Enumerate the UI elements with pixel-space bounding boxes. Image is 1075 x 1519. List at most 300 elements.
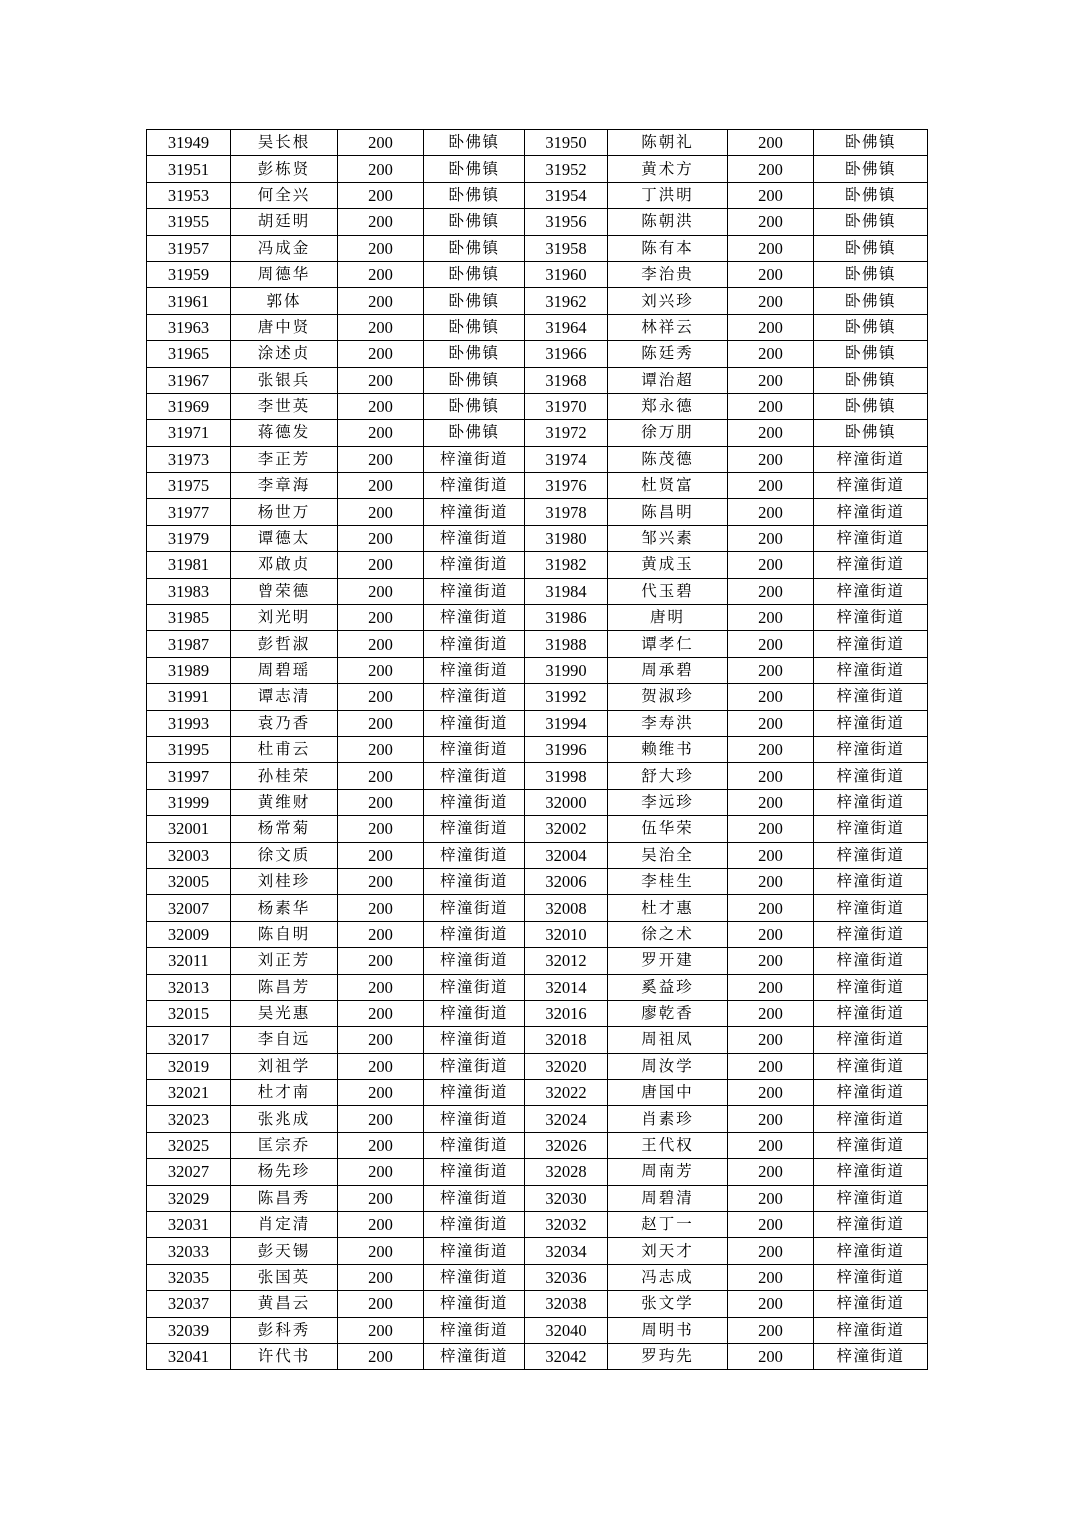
place-cell: 卧佛镇	[814, 288, 928, 314]
place-cell: 梓潼街道	[814, 1317, 928, 1343]
place-cell: 梓潼街道	[814, 1159, 928, 1185]
record-id-cell: 32007	[147, 895, 231, 921]
amount-cell: 200	[338, 736, 424, 762]
name-cell: 陈昌秀	[231, 1185, 338, 1211]
table-row	[147, 974, 928, 1000]
record-id-cell: 32031	[147, 1212, 231, 1238]
record-id-cell: 32010	[525, 921, 608, 947]
place-cell: 梓潼街道	[814, 974, 928, 1000]
name-cell: 刘正芳	[231, 948, 338, 974]
table-row	[147, 578, 928, 604]
table-row	[147, 156, 928, 182]
table-row	[147, 1343, 928, 1369]
amount-cell: 200	[338, 921, 424, 947]
record-id-cell: 31984	[525, 578, 608, 604]
place-cell: 梓潼街道	[814, 763, 928, 789]
record-id-cell: 32025	[147, 1132, 231, 1158]
table-row	[147, 1238, 928, 1264]
place-cell: 卧佛镇	[814, 235, 928, 261]
record-id-cell: 31976	[525, 473, 608, 499]
place-cell: 梓潼街道	[424, 446, 525, 472]
record-id-cell: 31951	[147, 156, 231, 182]
amount-cell: 200	[728, 868, 814, 894]
record-id-cell: 31994	[525, 710, 608, 736]
amount-cell: 200	[338, 341, 424, 367]
table-row	[147, 446, 928, 472]
name-cell: 郭体	[231, 288, 338, 314]
record-id-cell: 31956	[525, 209, 608, 235]
place-cell: 梓潼街道	[424, 710, 525, 736]
amount-cell: 200	[338, 1027, 424, 1053]
name-cell: 周汝学	[608, 1053, 728, 1079]
place-cell: 梓潼街道	[424, 763, 525, 789]
name-cell: 谭治超	[608, 367, 728, 393]
place-cell: 梓潼街道	[814, 710, 928, 736]
name-cell: 唐国中	[608, 1080, 728, 1106]
amount-cell: 200	[728, 525, 814, 551]
record-id-cell: 32042	[525, 1343, 608, 1369]
name-cell: 杜才南	[231, 1080, 338, 1106]
amount-cell: 200	[728, 1343, 814, 1369]
name-cell: 肖定清	[231, 1212, 338, 1238]
name-cell: 曾荣德	[231, 578, 338, 604]
amount-cell: 200	[728, 1317, 814, 1343]
table-row	[147, 948, 928, 974]
record-id-cell: 32029	[147, 1185, 231, 1211]
place-cell: 梓潼街道	[814, 1264, 928, 1290]
name-cell: 周明书	[608, 1317, 728, 1343]
place-cell: 卧佛镇	[814, 314, 928, 340]
record-id-cell: 32022	[525, 1080, 608, 1106]
amount-cell: 200	[338, 1106, 424, 1132]
place-cell: 梓潼街道	[424, 1106, 525, 1132]
name-cell: 谭德太	[231, 525, 338, 551]
record-id-cell: 32017	[147, 1027, 231, 1053]
name-cell: 匡宗乔	[231, 1132, 338, 1158]
place-cell: 梓潼街道	[424, 552, 525, 578]
record-id-cell: 31961	[147, 288, 231, 314]
amount-cell: 200	[338, 209, 424, 235]
amount-cell: 200	[338, 842, 424, 868]
name-cell: 李章海	[231, 473, 338, 499]
name-cell: 张国英	[231, 1264, 338, 1290]
amount-cell: 200	[338, 473, 424, 499]
name-cell: 徐之术	[608, 921, 728, 947]
amount-cell: 200	[728, 1053, 814, 1079]
table-row	[147, 367, 928, 393]
amount-cell: 200	[728, 261, 814, 287]
amount-cell: 200	[338, 868, 424, 894]
amount-cell: 200	[338, 552, 424, 578]
record-id-cell: 32036	[525, 1264, 608, 1290]
table-row	[147, 1291, 928, 1317]
record-id-cell: 31997	[147, 763, 231, 789]
name-cell: 李世英	[231, 393, 338, 419]
name-cell: 周德华	[231, 261, 338, 287]
table-row	[147, 710, 928, 736]
record-id-cell: 31981	[147, 552, 231, 578]
record-id-cell: 31990	[525, 657, 608, 683]
table-row	[147, 684, 928, 710]
place-cell: 梓潼街道	[424, 1080, 525, 1106]
table-row	[147, 1317, 928, 1343]
amount-cell: 200	[728, 1159, 814, 1185]
record-id-cell: 31979	[147, 525, 231, 551]
place-cell: 梓潼街道	[814, 578, 928, 604]
place-cell: 梓潼街道	[424, 1343, 525, 1369]
amount-cell: 200	[338, 578, 424, 604]
amount-cell: 200	[728, 1106, 814, 1132]
name-cell: 周承碧	[608, 657, 728, 683]
name-cell: 唐中贤	[231, 314, 338, 340]
amount-cell: 200	[338, 182, 424, 208]
name-cell: 黄维财	[231, 789, 338, 815]
place-cell: 卧佛镇	[424, 420, 525, 446]
record-id-cell: 31996	[525, 736, 608, 762]
amount-cell: 200	[338, 895, 424, 921]
place-cell: 梓潼街道	[424, 684, 525, 710]
place-cell: 梓潼街道	[424, 895, 525, 921]
amount-cell: 200	[728, 1185, 814, 1211]
place-cell: 梓潼街道	[424, 525, 525, 551]
amount-cell: 200	[728, 473, 814, 499]
record-id-cell: 31969	[147, 393, 231, 419]
name-cell: 李桂生	[608, 868, 728, 894]
table-row	[147, 921, 928, 947]
name-cell: 林祥云	[608, 314, 728, 340]
place-cell: 梓潼街道	[424, 578, 525, 604]
record-id-cell: 32035	[147, 1264, 231, 1290]
name-cell: 陈有本	[608, 235, 728, 261]
record-id-cell: 31972	[525, 420, 608, 446]
name-cell: 周碧清	[608, 1185, 728, 1211]
amount-cell: 200	[728, 552, 814, 578]
name-cell: 赖维书	[608, 736, 728, 762]
amount-cell: 200	[728, 288, 814, 314]
record-id-cell: 31973	[147, 446, 231, 472]
amount-cell: 200	[338, 605, 424, 631]
record-id-cell: 32027	[147, 1159, 231, 1185]
place-cell: 梓潼街道	[424, 631, 525, 657]
record-id-cell: 31980	[525, 525, 608, 551]
amount-cell: 200	[728, 367, 814, 393]
table-row	[147, 763, 928, 789]
amount-cell: 200	[728, 156, 814, 182]
amount-cell: 200	[728, 631, 814, 657]
table-row	[147, 657, 928, 683]
place-cell: 梓潼街道	[424, 657, 525, 683]
name-cell: 陈朝礼	[608, 130, 728, 156]
place-cell: 卧佛镇	[424, 288, 525, 314]
place-cell: 梓潼街道	[424, 1132, 525, 1158]
amount-cell: 200	[728, 974, 814, 1000]
amount-cell: 200	[728, 763, 814, 789]
name-cell: 袁乃香	[231, 710, 338, 736]
amount-cell: 200	[338, 710, 424, 736]
table-row	[147, 868, 928, 894]
table-row	[147, 1132, 928, 1158]
table-row	[147, 314, 928, 340]
name-cell: 胡廷明	[231, 209, 338, 235]
record-id-cell: 32040	[525, 1317, 608, 1343]
place-cell: 梓潼街道	[424, 1212, 525, 1238]
name-cell: 陈朝洪	[608, 209, 728, 235]
record-id-cell: 31963	[147, 314, 231, 340]
place-cell: 卧佛镇	[814, 341, 928, 367]
place-cell: 梓潼街道	[424, 816, 525, 842]
record-id-cell: 32032	[525, 1212, 608, 1238]
name-cell: 周祖凤	[608, 1027, 728, 1053]
amount-cell: 200	[728, 1027, 814, 1053]
name-cell: 邹兴素	[608, 525, 728, 551]
name-cell: 黄昌云	[231, 1291, 338, 1317]
name-cell: 刘兴珍	[608, 288, 728, 314]
record-id-cell: 32008	[525, 895, 608, 921]
place-cell: 卧佛镇	[424, 367, 525, 393]
table-row	[147, 1106, 928, 1132]
record-id-cell: 31975	[147, 473, 231, 499]
place-cell: 梓潼街道	[814, 446, 928, 472]
amount-cell: 200	[338, 1343, 424, 1369]
name-cell: 陈茂德	[608, 446, 728, 472]
place-cell: 梓潼街道	[814, 1080, 928, 1106]
table-row	[147, 552, 928, 578]
record-id-cell: 31968	[525, 367, 608, 393]
name-cell: 王代权	[608, 1132, 728, 1158]
record-id-cell: 31958	[525, 235, 608, 261]
amount-cell: 200	[728, 1264, 814, 1290]
record-id-cell: 32026	[525, 1132, 608, 1158]
record-id-cell: 32019	[147, 1053, 231, 1079]
record-id-cell: 32024	[525, 1106, 608, 1132]
name-cell: 杨素华	[231, 895, 338, 921]
place-cell: 梓潼街道	[424, 605, 525, 631]
place-cell: 卧佛镇	[424, 130, 525, 156]
record-id-cell: 32004	[525, 842, 608, 868]
record-id-cell: 32023	[147, 1106, 231, 1132]
record-id-cell: 32016	[525, 1000, 608, 1026]
table-row	[147, 420, 928, 446]
record-id-cell: 31983	[147, 578, 231, 604]
amount-cell: 200	[338, 314, 424, 340]
name-cell: 彭栋贤	[231, 156, 338, 182]
amount-cell: 200	[338, 525, 424, 551]
amount-cell: 200	[338, 974, 424, 1000]
name-cell: 徐万朋	[608, 420, 728, 446]
amount-cell: 200	[728, 130, 814, 156]
amount-cell: 200	[728, 1000, 814, 1026]
amount-cell: 200	[728, 710, 814, 736]
name-cell: 吴治全	[608, 842, 728, 868]
record-id-cell: 32020	[525, 1053, 608, 1079]
record-id-cell: 31957	[147, 235, 231, 261]
record-id-cell: 32009	[147, 921, 231, 947]
amount-cell: 200	[728, 209, 814, 235]
name-cell: 肖素珍	[608, 1106, 728, 1132]
name-cell: 陈廷秀	[608, 341, 728, 367]
place-cell: 梓潼街道	[814, 1238, 928, 1264]
name-cell: 许代书	[231, 1343, 338, 1369]
amount-cell: 200	[338, 235, 424, 261]
table-row	[147, 1159, 928, 1185]
record-id-cell: 31989	[147, 657, 231, 683]
name-cell: 张兆成	[231, 1106, 338, 1132]
amount-cell: 200	[728, 578, 814, 604]
record-id-cell: 31985	[147, 605, 231, 631]
amount-cell: 200	[338, 1053, 424, 1079]
place-cell: 梓潼街道	[814, 736, 928, 762]
place-cell: 梓潼街道	[814, 684, 928, 710]
record-id-cell: 31986	[525, 605, 608, 631]
amount-cell: 200	[728, 789, 814, 815]
record-id-cell: 32030	[525, 1185, 608, 1211]
name-cell: 徐文质	[231, 842, 338, 868]
name-cell: 李治贵	[608, 261, 728, 287]
amount-cell: 200	[338, 1238, 424, 1264]
name-cell: 彭哲淑	[231, 631, 338, 657]
amount-cell: 200	[728, 1212, 814, 1238]
amount-cell: 200	[728, 816, 814, 842]
table-row	[147, 1000, 928, 1026]
amount-cell: 200	[338, 1080, 424, 1106]
name-cell: 张银兵	[231, 367, 338, 393]
amount-cell: 200	[728, 1132, 814, 1158]
record-id-cell: 32001	[147, 816, 231, 842]
name-cell: 唐明	[608, 605, 728, 631]
name-cell: 罗玙先	[608, 1343, 728, 1369]
amount-cell: 200	[728, 605, 814, 631]
place-cell: 梓潼街道	[424, 1264, 525, 1290]
name-cell: 赵丁一	[608, 1212, 728, 1238]
record-id-cell: 31974	[525, 446, 608, 472]
name-cell: 冯志成	[608, 1264, 728, 1290]
place-cell: 梓潼街道	[424, 736, 525, 762]
place-cell: 梓潼街道	[424, 1027, 525, 1053]
table-row	[147, 130, 928, 156]
amount-cell: 200	[728, 393, 814, 419]
place-cell: 梓潼街道	[814, 1212, 928, 1238]
amount-cell: 200	[728, 182, 814, 208]
table-row	[147, 499, 928, 525]
amount-cell: 200	[728, 420, 814, 446]
place-cell: 卧佛镇	[814, 182, 928, 208]
place-cell: 梓潼街道	[814, 1027, 928, 1053]
place-cell: 卧佛镇	[424, 209, 525, 235]
record-id-cell: 32038	[525, 1291, 608, 1317]
record-id-cell: 32015	[147, 1000, 231, 1026]
table-row	[147, 605, 928, 631]
amount-cell: 200	[338, 816, 424, 842]
amount-cell: 200	[338, 367, 424, 393]
amount-cell: 200	[338, 156, 424, 182]
place-cell: 梓潼街道	[424, 1000, 525, 1026]
table-row	[147, 842, 928, 868]
place-cell: 梓潼街道	[814, 1132, 928, 1158]
amount-cell: 200	[728, 684, 814, 710]
record-id-cell: 31966	[525, 341, 608, 367]
record-id-cell: 31959	[147, 261, 231, 287]
place-cell: 梓潼街道	[424, 1317, 525, 1343]
place-cell: 梓潼街道	[814, 816, 928, 842]
place-cell: 梓潼街道	[814, 948, 928, 974]
place-cell: 卧佛镇	[424, 314, 525, 340]
name-cell: 彭天锡	[231, 1238, 338, 1264]
place-cell: 梓潼街道	[424, 499, 525, 525]
name-cell: 何全兴	[231, 182, 338, 208]
table-row	[147, 789, 928, 815]
record-id-cell: 31998	[525, 763, 608, 789]
amount-cell: 200	[338, 393, 424, 419]
name-cell: 刘祖学	[231, 1053, 338, 1079]
table-row	[147, 895, 928, 921]
name-cell: 吴长根	[231, 130, 338, 156]
amount-cell: 200	[728, 341, 814, 367]
place-cell: 卧佛镇	[424, 393, 525, 419]
name-cell: 冯成金	[231, 235, 338, 261]
name-cell: 陈昌芳	[231, 974, 338, 1000]
amount-cell: 200	[338, 1212, 424, 1238]
place-cell: 梓潼街道	[424, 842, 525, 868]
name-cell: 奚益珍	[608, 974, 728, 1000]
amount-cell: 200	[338, 446, 424, 472]
record-id-cell: 32006	[525, 868, 608, 894]
place-cell: 梓潼街道	[424, 1159, 525, 1185]
place-cell: 梓潼街道	[814, 605, 928, 631]
record-id-cell: 32037	[147, 1291, 231, 1317]
place-cell: 卧佛镇	[814, 420, 928, 446]
place-cell: 梓潼街道	[814, 842, 928, 868]
amount-cell: 200	[338, 1185, 424, 1211]
name-cell: 孙桂荣	[231, 763, 338, 789]
place-cell: 卧佛镇	[424, 261, 525, 287]
name-cell: 张文学	[608, 1291, 728, 1317]
place-cell: 梓潼街道	[814, 1106, 928, 1132]
place-cell: 梓潼街道	[814, 789, 928, 815]
name-cell: 邓啟贞	[231, 552, 338, 578]
name-cell: 贺淑珍	[608, 684, 728, 710]
table-row	[147, 209, 928, 235]
amount-cell: 200	[728, 895, 814, 921]
amount-cell: 200	[728, 948, 814, 974]
table-row	[147, 182, 928, 208]
place-cell: 梓潼街道	[424, 1291, 525, 1317]
record-id-cell: 31995	[147, 736, 231, 762]
record-id-cell: 32021	[147, 1080, 231, 1106]
record-id-cell: 32014	[525, 974, 608, 1000]
name-cell: 陈昌明	[608, 499, 728, 525]
record-id-cell: 32028	[525, 1159, 608, 1185]
table-row	[147, 816, 928, 842]
amount-cell: 200	[728, 921, 814, 947]
name-cell: 杜甫云	[231, 736, 338, 762]
amount-cell: 200	[338, 789, 424, 815]
record-id-cell: 31965	[147, 341, 231, 367]
place-cell: 梓潼街道	[814, 1343, 928, 1369]
place-cell: 梓潼街道	[814, 631, 928, 657]
name-cell: 刘桂珍	[231, 868, 338, 894]
place-cell: 卧佛镇	[814, 130, 928, 156]
record-id-cell: 32012	[525, 948, 608, 974]
name-cell: 刘天才	[608, 1238, 728, 1264]
record-id-cell: 31982	[525, 552, 608, 578]
place-cell: 卧佛镇	[424, 341, 525, 367]
place-cell: 梓潼街道	[814, 1185, 928, 1211]
amount-cell: 200	[338, 1159, 424, 1185]
name-cell: 彭科秀	[231, 1317, 338, 1343]
place-cell: 梓潼街道	[814, 868, 928, 894]
name-cell: 涂述贞	[231, 341, 338, 367]
name-cell: 杜才惠	[608, 895, 728, 921]
